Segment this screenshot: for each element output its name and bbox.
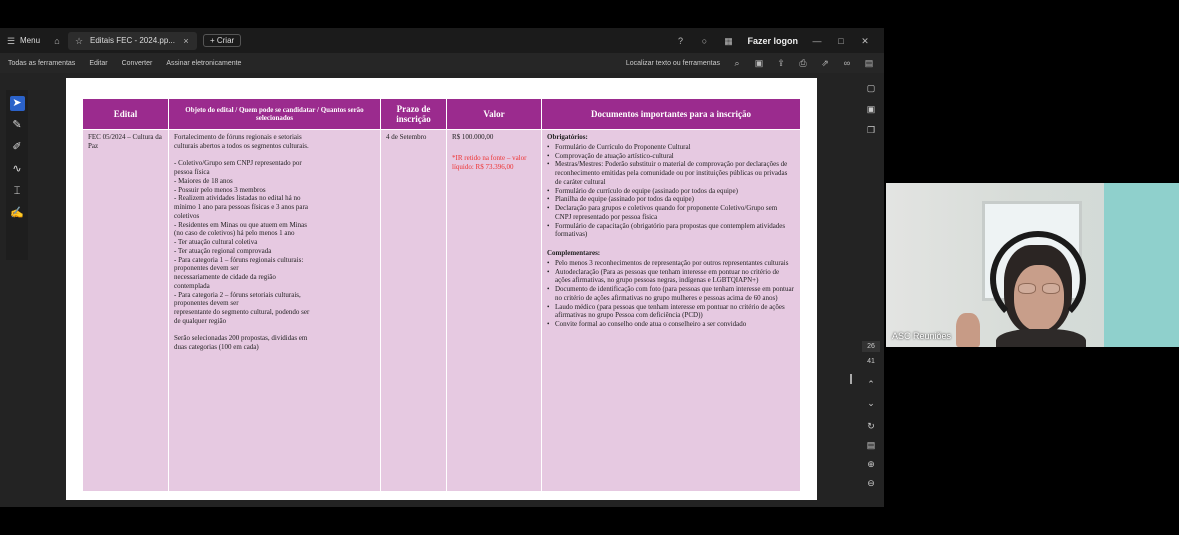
list-item: • Pelo menos 3 reconhecimentos de representação por outros representantes culturais (547, 259, 795, 268)
home-icon: ⌂ (54, 35, 60, 46)
objeto-line: proponentes devem ser (174, 299, 239, 308)
participant-hand (956, 313, 980, 347)
header-edital: Edital (83, 99, 169, 130)
list-item: • Formulário de currículo de equipe (assinado por todos da equipe) (547, 187, 795, 196)
tab-title: Editais FEC - 2024.pp... (90, 36, 175, 45)
upload-icon[interactable]: ⇪ (777, 58, 785, 68)
list-item: • Declaração para grupos e coletivos quando for proponente Coletivo/Grupo sem CNPJ representado por pessoa física (547, 204, 795, 222)
objeto-line: - Para categoria 1 – fóruns regionais culturais: (174, 255, 304, 264)
menu-button[interactable] (0, 28, 46, 53)
new-button-label: Criar (216, 36, 235, 45)
valor-note: *IR retido na fonte – valor líquido: R$ 73.396,00 (452, 153, 527, 171)
zoom-in-icon[interactable]: ⊕ (867, 459, 875, 469)
objeto-line: coletivos (174, 211, 200, 220)
pdf-page (66, 78, 817, 500)
toolbar-convert[interactable]: Converter (121, 59, 153, 67)
minimize-icon[interactable]: — (812, 35, 822, 46)
save-page-icon[interactable]: ▤ (866, 440, 876, 450)
header-prazo: Prazo de inscrição (381, 99, 447, 130)
page-navigator (862, 341, 880, 489)
header-objeto: Objeto do edital / Quem pode se candidatar / Quantos serão selecionados (169, 99, 381, 130)
scrollbar-thumb[interactable] (850, 374, 852, 384)
video-call-tile[interactable] (886, 183, 1179, 347)
list-item: • Planilha de equipe (assinado por todos da equipe) (547, 195, 795, 204)
hamburger-icon: ☰ (6, 35, 16, 46)
left-tool-rail (6, 90, 28, 260)
save-icon[interactable]: ▤ (864, 58, 874, 68)
title-bar (0, 28, 884, 53)
objeto-line: Serão selecionadas 200 propostas, divididas em (174, 334, 308, 343)
link-icon[interactable]: ∞ (843, 58, 851, 68)
refresh-icon[interactable]: ↻ (867, 421, 875, 431)
header-valor: Valor (447, 99, 542, 130)
obrigatorios-title: Obrigatórios: (547, 133, 588, 141)
maximize-icon[interactable]: □ (838, 35, 844, 46)
page-down-icon[interactable]: ⌄ (867, 398, 875, 408)
objeto-line: Fortalecimento de fóruns regionais e setoriais (174, 133, 302, 141)
objeto-lines (174, 133, 375, 352)
list-item: • Comprovação de atuação artístico-cultural (547, 152, 795, 161)
objeto-line: - Maiores de 18 anos (174, 176, 233, 185)
complementares-list (547, 259, 795, 329)
new-button[interactable]: + Criar (203, 34, 241, 47)
objeto-line: contemplada (174, 281, 210, 290)
list-item: • Documento de identificação com foto (para pessoas que tenham interesse em pontuar no critério de ações afirmativas no grupo mulheres e pessoas acima de 60 anos) (547, 285, 795, 303)
share-icon[interactable]: ⇗ (821, 58, 829, 68)
objeto-line (174, 326, 375, 335)
objeto-line: - Para categoria 2 – fóruns setoriais culturais, (174, 290, 301, 299)
total-pages: 41 (867, 358, 875, 365)
objeto-line: pessoa física (174, 168, 210, 176)
cell-edital: FEC 05/2024 – Cultura da Paz (83, 130, 169, 492)
valor-amount: R$ 100.000,00 (452, 133, 494, 141)
objeto-line: - Coletivo/Grupo sem CNPJ representado por (174, 159, 302, 168)
obrigatorios-list (547, 143, 795, 239)
close-tab-icon[interactable]: × (183, 35, 189, 46)
table-header-row (83, 99, 801, 130)
print-icon[interactable]: ⎙ (799, 58, 807, 68)
toolbar-esign[interactable]: Assinar eletronicamente (166, 59, 242, 67)
page-up-icon[interactable]: ⌃ (867, 379, 875, 389)
objeto-line: mínimo 1 ano para pessoas físicas e 3 anos para (174, 203, 308, 211)
sign-icon[interactable]: ✍ (10, 207, 24, 219)
help-icon[interactable]: ? (677, 35, 683, 46)
header-documentos: Documentos importantes para a inscrição (542, 99, 801, 130)
cell-objeto (169, 130, 381, 492)
edit-panel-icon[interactable]: ▣ (866, 104, 876, 114)
objeto-line: necessariamente de cidade da região (174, 273, 276, 281)
home-button[interactable] (46, 28, 68, 53)
participant-body (996, 329, 1086, 347)
comment-icon[interactable]: ✎ (12, 119, 22, 131)
objeto-line: - Realizem atividades listadas no edital há no (174, 194, 301, 203)
objeto-line: - Possuir pelo menos 3 membros (174, 185, 266, 194)
objeto-line: - Residentes em Minas ou que atuem em Minas (174, 220, 307, 229)
cell-valor (447, 130, 542, 492)
menu-label: Menu (20, 36, 41, 45)
toolbar-edit[interactable]: Editar (89, 59, 108, 67)
list-item: • Mestras/Mestres: Poderão substituir o material de comprovação por declarações de reconhecimento emitidas pela comunidade ou por instituições públicas ou privadas de caráter cultural (547, 160, 795, 186)
objeto-line (174, 151, 375, 160)
table-row (83, 130, 801, 492)
video-wall-shape (1104, 183, 1179, 347)
objeto-line: duas categorias (100 em cada) (174, 343, 259, 351)
star-icon: ☆ (74, 35, 84, 46)
list-item: • Formulário de Currículo do Proponente Cultural (547, 143, 795, 152)
highlight-icon[interactable]: ✐ (12, 141, 22, 153)
objeto-line: - Ter atuação cultural coletiva (174, 238, 258, 246)
pages-panel-icon[interactable]: ❐ (866, 125, 876, 135)
cell-prazo: 4 de Setembro (381, 130, 447, 492)
current-page[interactable]: 26 (862, 341, 880, 352)
objeto-line: proponentes devem ser (174, 264, 239, 273)
headset-icon (990, 231, 1086, 327)
notification-icon[interactable]: ○ (701, 35, 708, 46)
ai-assistant-icon[interactable]: ▣ (754, 58, 764, 68)
pdf-viewer-window (0, 28, 884, 507)
list-item: • Convite formal ao conselho onde atua o conselheiro a ser convidado (547, 320, 795, 329)
comments-panel-icon[interactable]: ▢ (866, 83, 876, 93)
select-cursor-icon[interactable]: ➤ (10, 96, 25, 111)
document-tab[interactable] (68, 32, 197, 50)
text-select-icon[interactable]: ⌶ (13, 185, 21, 197)
editais-table (82, 98, 801, 492)
cell-documentos (542, 130, 801, 492)
objeto-line: representante do segmento cultural, podendo ser (174, 308, 310, 316)
objeto-line: de qualquer região (174, 316, 227, 325)
participant-name: ASC Reuniões (892, 331, 952, 341)
signin-button[interactable]: Fazer logon (747, 35, 798, 46)
search-tools-field[interactable]: Localizar texto ou ferramentas (625, 59, 720, 67)
objeto-line: - Ter atuação regional comprovada (174, 246, 272, 255)
objeto-line: (no caso de coletivos) há pelo menos 1 ano (174, 229, 295, 238)
complementares-title: Complementares: (547, 249, 601, 257)
objeto-line: culturais abertos a todos os segmentos culturais. (174, 141, 309, 150)
search-icon[interactable]: ⌕ (734, 58, 740, 68)
close-window-icon[interactable]: ✕ (861, 35, 869, 46)
apps-icon[interactable]: ▦ (724, 35, 733, 46)
toolbar-all-tools[interactable]: Todas as ferramentas (8, 59, 76, 67)
zoom-out-icon[interactable]: ⊖ (867, 478, 875, 488)
draw-icon[interactable]: ∿ (12, 163, 22, 175)
list-item: • Laudo médico (para pessoas que tenham interesse em pontuar no critério de ações afirmativas no grupo Pessoa com deficiência (PCD)) (547, 303, 795, 321)
list-item: • Autodeclaração (Para as pessoas que tenham interesse em pontuar no critério de ações afirmativas, no grupo pessoas negras, indígenas e LGBTQIAPN+) (547, 268, 795, 286)
list-item: • Formulário de capacitação (obrigatório para propostas que contemplem atividades formativas) (547, 222, 795, 240)
toolbar (0, 53, 884, 73)
